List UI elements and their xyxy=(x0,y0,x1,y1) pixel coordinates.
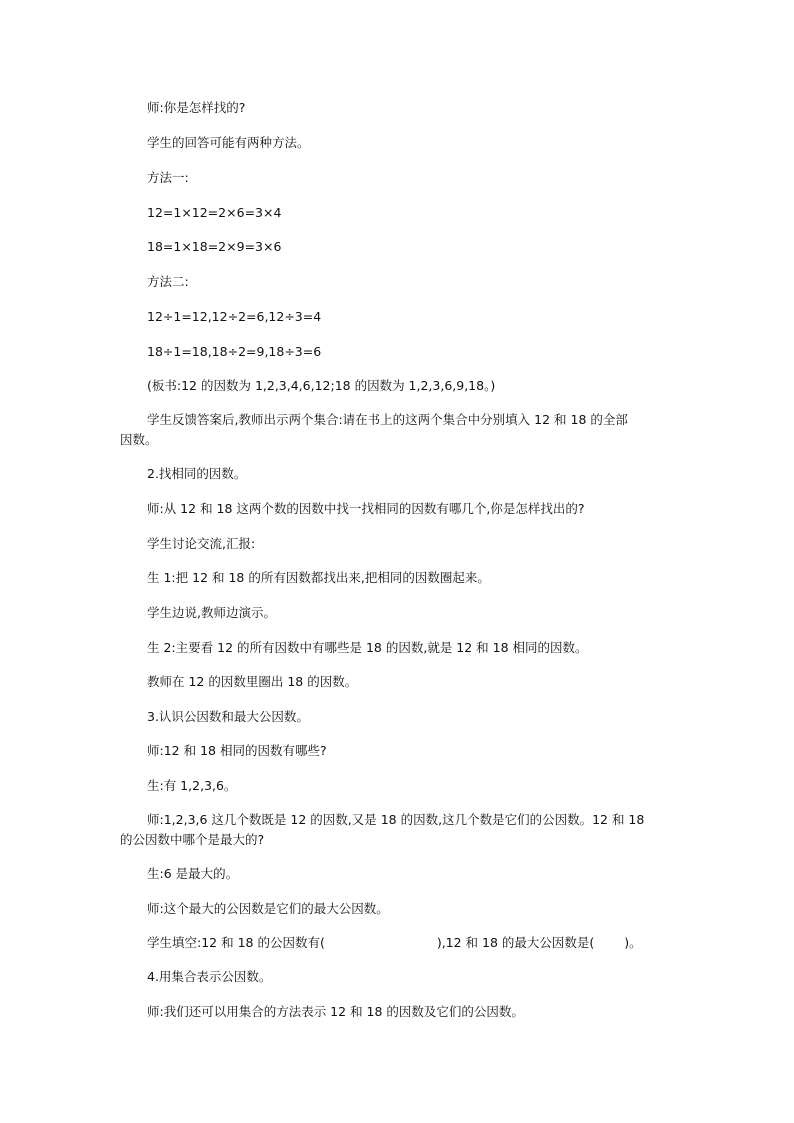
paragraph: 方法一: xyxy=(147,170,189,185)
paragraph: 生:6 是最大的。 xyxy=(147,866,239,881)
fill-text-part3: )。 xyxy=(624,935,642,950)
paragraph: 12÷1=12,12÷2=6,12÷3=4 xyxy=(147,309,322,324)
section-heading: 3.认识公因数和最大公因数。 xyxy=(147,709,309,724)
paragraph: 学生反馈答案后,教师出示两个集合:请在书上的这两个集合中分别填入 12 和 18 的全部 xyxy=(147,412,628,427)
paragraph: 生:有 1,2,3,6。 xyxy=(147,778,237,793)
paragraph: 师:12 和 18 相同的因数有哪些? xyxy=(147,743,327,758)
fill-text-part1: 学生填空:12 和 18 的公因数有( xyxy=(147,935,325,950)
paragraph: 师:从 12 和 18 这两个数的因数中找一找相同的因数有哪几个,你是怎样找出的? xyxy=(147,501,585,516)
fill-text-part2: ),12 和 18 的最大公因数是( xyxy=(436,935,595,950)
paragraph: 学生讨论交流,汇报: xyxy=(147,536,256,551)
section-heading: 4.用集合表示公因数。 xyxy=(147,969,272,984)
paragraph-continuation: 因数。 xyxy=(120,432,158,447)
paragraph: 教师在 12 的因数里圈出 18 的因数。 xyxy=(147,674,358,689)
paragraph: 师:1,2,3,6 这几个数既是 12 的因数,又是 18 的因数,这几个数是它们的公因数。12 和 18 xyxy=(147,812,645,827)
paragraph: 12=1×12=2×6=3×4 xyxy=(147,205,282,220)
paragraph: 方法二: xyxy=(147,274,189,289)
paragraph: 18=1×18=2×9=3×6 xyxy=(147,239,282,254)
paragraph: 18÷1=18,18÷2=9,18÷3=6 xyxy=(147,344,322,359)
paragraph: 学生的回答可能有两种方法。 xyxy=(147,135,310,150)
paragraph: (板书:12 的因数为 1,2,3,4,6,12;18 的因数为 1,2,3,6,9,18。) xyxy=(147,378,496,393)
paragraph: 师:这个最大的公因数是它们的最大公因数。 xyxy=(147,901,389,916)
paragraph: 师:我们还可以用集合的方法表示 12 和 18 的因数及它们的公因数。 xyxy=(147,1004,524,1019)
paragraph: 生 1:把 12 和 18 的所有因数都找出来,把相同的因数圈起来。 xyxy=(147,570,490,585)
paragraph: 学生边说,教师边演示。 xyxy=(147,605,276,620)
fill-in-sentence xyxy=(120,933,680,953)
paragraph: 生 2:主要看 12 的所有因数中有哪些是 18 的因数,就是 12 和 18 相同的因数。 xyxy=(147,640,588,655)
section-heading: 2.找相同的因数。 xyxy=(147,466,247,481)
paragraph: 师:你是怎样找的? xyxy=(147,100,246,115)
paragraph-continuation: 的公因数中哪个是最大的? xyxy=(120,832,265,847)
